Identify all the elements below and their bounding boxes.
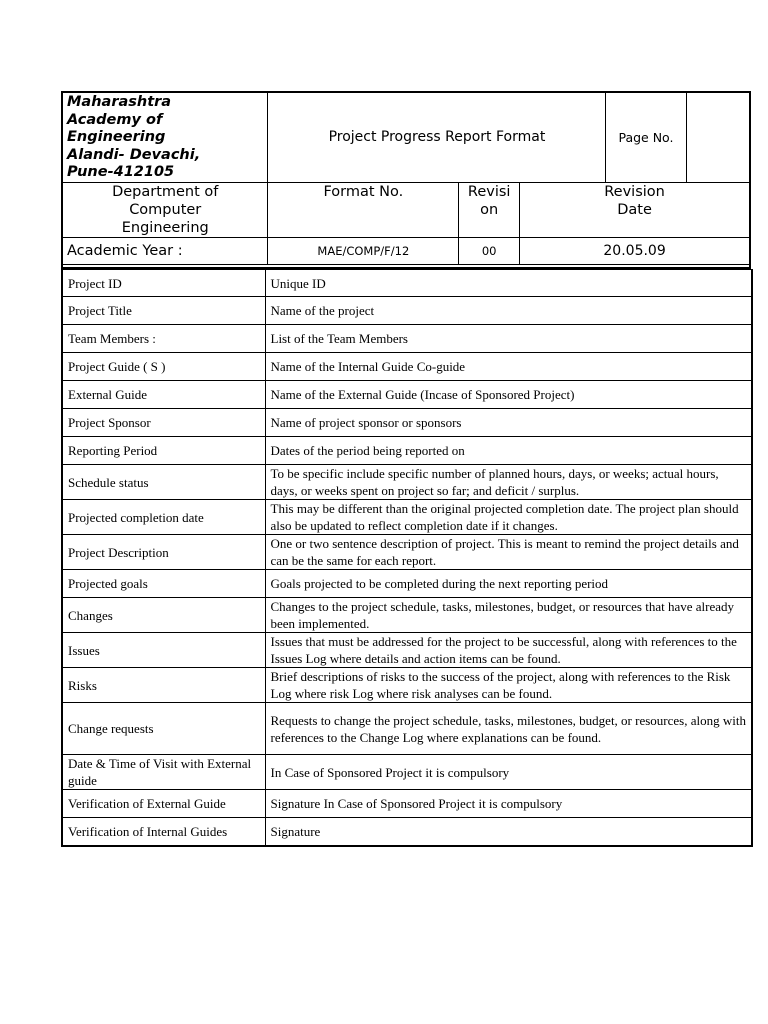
header-gap bbox=[62, 264, 750, 268]
row-value: This may be different than the original projected completion date. The project plan should also be updated to reflect completion date if it changes. bbox=[265, 500, 752, 535]
row-label: Verification of External Guide bbox=[62, 790, 265, 818]
row-label: Project Title bbox=[62, 297, 265, 325]
row-value: Name of the External Guide (Incase of Sponsored Project) bbox=[265, 381, 752, 409]
row-label: Reporting Period bbox=[62, 437, 265, 465]
revision-label-line: Revisi bbox=[467, 183, 511, 200]
table-row bbox=[62, 633, 752, 668]
row-label: Date & Time of Visit with External guide bbox=[62, 755, 265, 790]
report-form bbox=[61, 91, 751, 847]
row-value: Name of project sponsor or sponsors bbox=[265, 409, 752, 437]
table-row bbox=[62, 465, 752, 500]
row-label: External Guide bbox=[62, 381, 265, 409]
row-value: Name of the project bbox=[265, 297, 752, 325]
details-table bbox=[61, 269, 753, 847]
institute-name bbox=[62, 92, 268, 182]
page-no-value bbox=[686, 92, 750, 182]
row-value: Requests to change the project schedule, tasks, milestones, budget, or resources, along with references to the Change Log where explanations can be found. bbox=[265, 703, 752, 755]
row-value: In Case of Sponsored Project it is compulsory bbox=[265, 755, 752, 790]
institute-line: Pune-412105 bbox=[67, 164, 175, 180]
row-value: One or two sentence description of project. This is meant to remind the project details and can be the same for each report. bbox=[265, 535, 752, 570]
table-row bbox=[62, 409, 752, 437]
row-label: Project Sponsor bbox=[62, 409, 265, 437]
row-value: Name of the Internal Guide Co-guide bbox=[265, 353, 752, 381]
row-value: Changes to the project schedule, tasks, milestones, budget, or resources that have already been implemented. bbox=[265, 598, 752, 633]
table-row bbox=[62, 570, 752, 598]
row-value: Dates of the period being reported on bbox=[265, 437, 752, 465]
row-label: Changes bbox=[62, 598, 265, 633]
revision-label bbox=[459, 182, 520, 237]
form-header bbox=[61, 91, 751, 269]
revision-label-line: on bbox=[480, 201, 499, 218]
row-label: Risks bbox=[62, 668, 265, 703]
academic-year-label: Academic Year : bbox=[62, 237, 268, 264]
report-title: Project Progress Report Format bbox=[268, 92, 606, 182]
table-row bbox=[62, 500, 752, 535]
table-row bbox=[62, 790, 752, 818]
table-row bbox=[62, 297, 752, 325]
row-value: List of the Team Members bbox=[265, 325, 752, 353]
row-value: Issues that must be addressed for the project to be successful, along with references to the Issues Log where details and action items can be found. bbox=[265, 633, 752, 668]
table-row bbox=[62, 598, 752, 633]
institute-line: Maharashtra bbox=[67, 94, 172, 110]
revision-date-value: 20.05.09 bbox=[520, 237, 750, 264]
revision-date-label bbox=[520, 182, 750, 237]
row-value: Signature bbox=[265, 818, 752, 846]
table-row bbox=[62, 818, 752, 846]
table-row bbox=[62, 325, 752, 353]
institute-line: Academy of bbox=[67, 111, 163, 128]
department-line: Department of bbox=[112, 183, 219, 200]
table-row bbox=[62, 353, 752, 381]
row-value: To be specific include specific number of planned hours, days, or weeks; actual hours, days, or weeks spent on project so far; and deficit / surplus. bbox=[265, 465, 752, 500]
row-label: Team Members : bbox=[62, 325, 265, 353]
table-row bbox=[62, 535, 752, 570]
department-name bbox=[62, 182, 268, 237]
row-label: Schedule status bbox=[62, 465, 265, 500]
table-row bbox=[62, 668, 752, 703]
revision-value: 00 bbox=[459, 237, 520, 264]
row-label: Verification of Internal Guides bbox=[62, 818, 265, 846]
format-no-value: MAE/COMP/F/12 bbox=[268, 237, 459, 264]
row-value: Unique ID bbox=[265, 270, 752, 297]
table-row bbox=[62, 703, 752, 755]
row-label: Projected completion date bbox=[62, 500, 265, 535]
row-label: Change requests bbox=[62, 703, 265, 755]
table-row bbox=[62, 270, 752, 297]
row-label: Projected goals bbox=[62, 570, 265, 598]
format-no-label: Format No. bbox=[268, 182, 459, 237]
department-line: Engineering bbox=[121, 219, 209, 236]
table-row bbox=[62, 381, 752, 409]
revision-date-label-line: Date bbox=[617, 201, 652, 218]
table-row bbox=[62, 437, 752, 465]
row-label: Project ID bbox=[62, 270, 265, 297]
row-label: Issues bbox=[62, 633, 265, 668]
table-row bbox=[62, 755, 752, 790]
row-value: Signature In Case of Sponsored Project it is compulsory bbox=[265, 790, 752, 818]
department-line: Computer bbox=[129, 201, 202, 218]
row-value: Goals projected to be completed during the next reporting period bbox=[265, 570, 752, 598]
institute-line: Alandi- Devachi, bbox=[67, 146, 201, 163]
page-no-label: Page No. bbox=[606, 92, 686, 182]
institute-line: Engineering bbox=[67, 129, 166, 145]
row-value: Brief descriptions of risks to the success of the project, along with references to the Risk Log where risk Log where risk analyses can be found. bbox=[265, 668, 752, 703]
row-label: Project Description bbox=[62, 535, 265, 570]
revision-date-label-line: Revision bbox=[604, 183, 665, 200]
row-label: Project Guide ( S ) bbox=[62, 353, 265, 381]
